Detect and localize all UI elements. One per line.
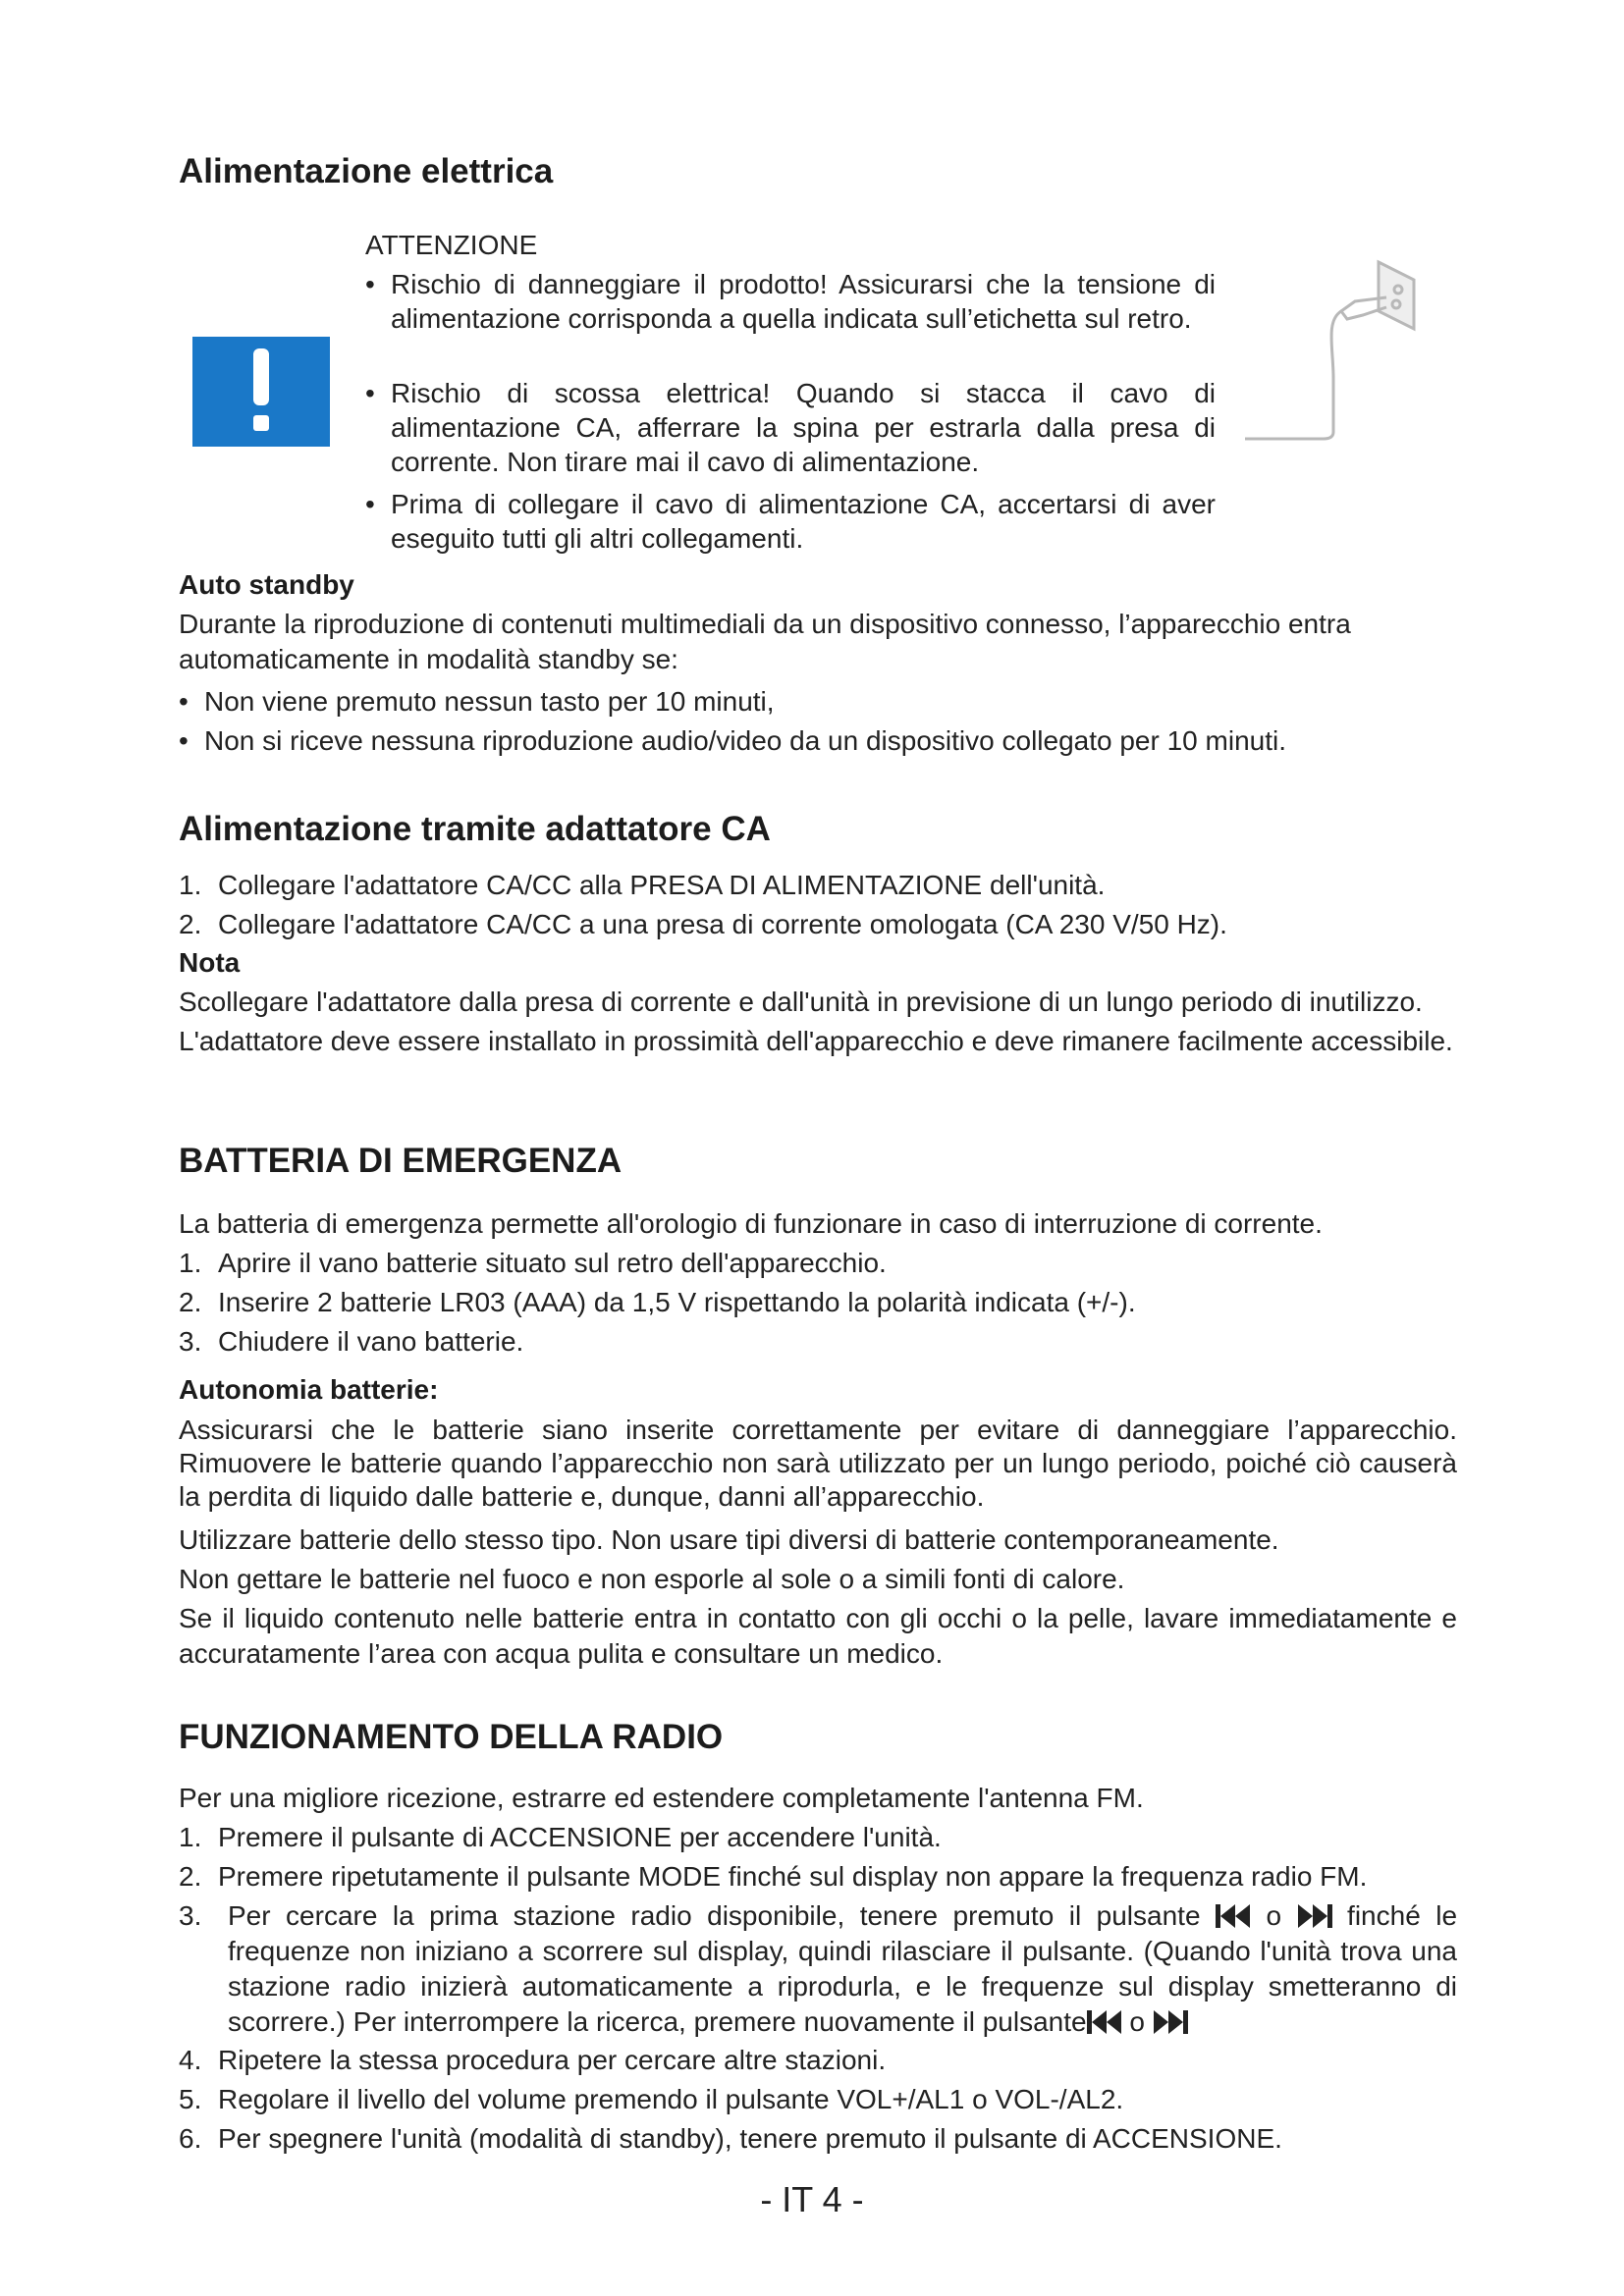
warning-item-3: • Prima di collegare il cavo di alimentazione CA, accertarsi di aver eseguito tutti gli altri collegamenti. xyxy=(365,489,1216,554)
radio-step-3-or-2: o xyxy=(1129,2006,1145,2037)
autonomy-paragraph-1: Assicurarsi che le batterie siano inserite correttamente per evitare di danneggiare l’apparecchio. Rimuovere le batterie quando l’apparecchio non sarà utilizzato per un lungo periodo, poiché ciò causerà la perdita di liquido dalle batterie e, dunque, danni all’apparecchio. xyxy=(179,1415,1457,1512)
radio-step-6: 6. Per spegnere l'unità (modalità di standby), tenere premuto il pulsante di ACCENSIONE. xyxy=(179,2123,1282,2154)
section-title-power-supply: Alimentazione elettrica xyxy=(179,152,554,190)
autonomy-paragraph-4: Se il liquido contenuto nelle batterie entra in contatto con gli occhi o la pelle, lavare immediatamente e accuratamente l’area con acqua pulita e consultare un medico. xyxy=(179,1603,1457,1669)
ac-step-2: 2. Collegare l'adattatore CA/CC a una presa di corrente omologata (CA 230 V/50 Hz). xyxy=(179,909,1227,939)
auto-standby-item-1: • Non viene premuto nessun tasto per 10 minuti, xyxy=(179,686,775,717)
auto-standby-item-2: • Non si riceve nessuna riproduzione audio/video da un dispositivo collegato per 10 minuti. xyxy=(179,725,1286,756)
page-number: - IT 4 - xyxy=(760,2179,864,2219)
radio-step-1: 1. Premere il pulsante di ACCENSIONE per accendere l'unità. xyxy=(179,1822,942,1852)
note-text-1: Scollegare l'adattatore dalla presa di corrente e dall'unità in previsione di un lungo periodo di inutilizzo. xyxy=(179,987,1423,1017)
radio-step-4: 4. Ripetere la stessa procedura per cercare altre stazioni. xyxy=(179,2045,887,2075)
skip-forward-icon xyxy=(1297,1904,1332,1928)
section-title-ac-adapter: Alimentazione tramite adattatore CA xyxy=(179,810,771,848)
note-title: Nota xyxy=(179,947,241,978)
warning-label: ATTENZIONE xyxy=(365,230,538,260)
autonomy-title: Autonomia batterie: xyxy=(179,1374,439,1405)
skip-back-icon xyxy=(1087,2010,1122,2034)
warning-item-2: • Rischio di scossa elettrica! Quando si stacca il cavo di alimentazione CA, afferrare la spina per estrarla dalla presa di corrente. Non tirare mai il cavo di alimentazione. xyxy=(365,378,1216,477)
ac-step-1: 1. Collegare l'adattatore CA/CC alla PRESA DI ALIMENTAZIONE dell'unità. xyxy=(179,870,1106,900)
radio-step-2: 2. Premere ripetutamente il pulsante MODE finché sul display non appare la frequenza radio FM. xyxy=(179,1861,1368,1892)
note-text-2: L'adattatore deve essere installato in prossimità dell'apparecchio e deve rimanere facilmente accessibile. xyxy=(179,1026,1453,1056)
radio-step-3-or: o xyxy=(1266,1900,1282,1931)
autonomy-paragraph-3: Non gettare le batterie nel fuoco e non esporle al sole o a simili fonti di calore. xyxy=(179,1564,1125,1594)
section-title-emergency-battery: BATTERIA DI EMERGENZA xyxy=(179,1142,623,1180)
warning-item-1: • Rischio di danneggiare il prodotto! Assicurarsi che la tensione di alimentazione corrisponda a quella indicata sull’etichetta sul retro. xyxy=(365,269,1216,334)
skip-back-icon xyxy=(1216,1904,1251,1928)
power-plug-icon xyxy=(1239,250,1435,447)
battery-step-1: 1. Aprire il vano batterie situato sul retro dell'apparecchio. xyxy=(179,1248,887,1278)
auto-standby-text: Durante la riproduzione di contenuti multimediali da un dispositivo connesso, l’apparecchio entra automaticamente in modalità standby se: xyxy=(179,609,1351,674)
auto-standby-title: Auto standby xyxy=(179,569,354,600)
warning-icon xyxy=(192,337,330,447)
section-title-radio-operation: FUNZIONAMENTO DELLA RADIO xyxy=(179,1718,724,1756)
battery-step-3: 3. Chiudere il vano batterie. xyxy=(179,1326,524,1357)
skip-forward-icon xyxy=(1153,2010,1188,2034)
battery-intro: La batteria di emergenza permette all'orologio di funzionare in caso di interruzione di corrente. xyxy=(179,1208,1323,1239)
radio-step-5: 5. Regolare il livello del volume premendo il pulsante VOL+/AL1 o VOL-/AL2. xyxy=(179,2084,1124,2114)
radio-step-3: 3. Per cercare la prima stazione radio disponibile, tenere premuto il pulsante o finché le frequenze non iniziano a scorrere sul display, quindi rilasciare il pulsante. (Quando l'unità trova una stazione radio inizierà automaticamente a riprodurla, e le frequenze sul display smetteranno di scorrere.) Per interrompere la ricerca, premere nuovamente il pulsante o xyxy=(179,1900,1458,2037)
autonomy-paragraph-2: Utilizzare batterie dello stesso tipo. Non usare tipi diversi di batterie contemporaneamente. xyxy=(179,1524,1279,1555)
radio-intro: Per una migliore ricezione, estrarre ed estendere completamente l'antenna FM. xyxy=(179,1783,1144,1813)
radio-step-3-text-b: finché le frequenze non iniziano a scorrere sul display, quindi rilasciare il pulsante. (Quando l'unità trova una stazione radio inizierà automaticamente a riprodurla, e le frequenze sul display smetteranno di scorrere.) Per interrompere la ricerca, premere nuovamente il pulsante xyxy=(228,1900,1458,2037)
battery-step-2: 2. Inserire 2 batterie LR03 (AAA) da 1,5 V rispettando la polarità indicata (+/-). xyxy=(179,1287,1136,1317)
radio-step-3-text-a: Per cercare la prima stazione radio disponibile, tenere premuto il pulsante xyxy=(228,1900,1201,1931)
